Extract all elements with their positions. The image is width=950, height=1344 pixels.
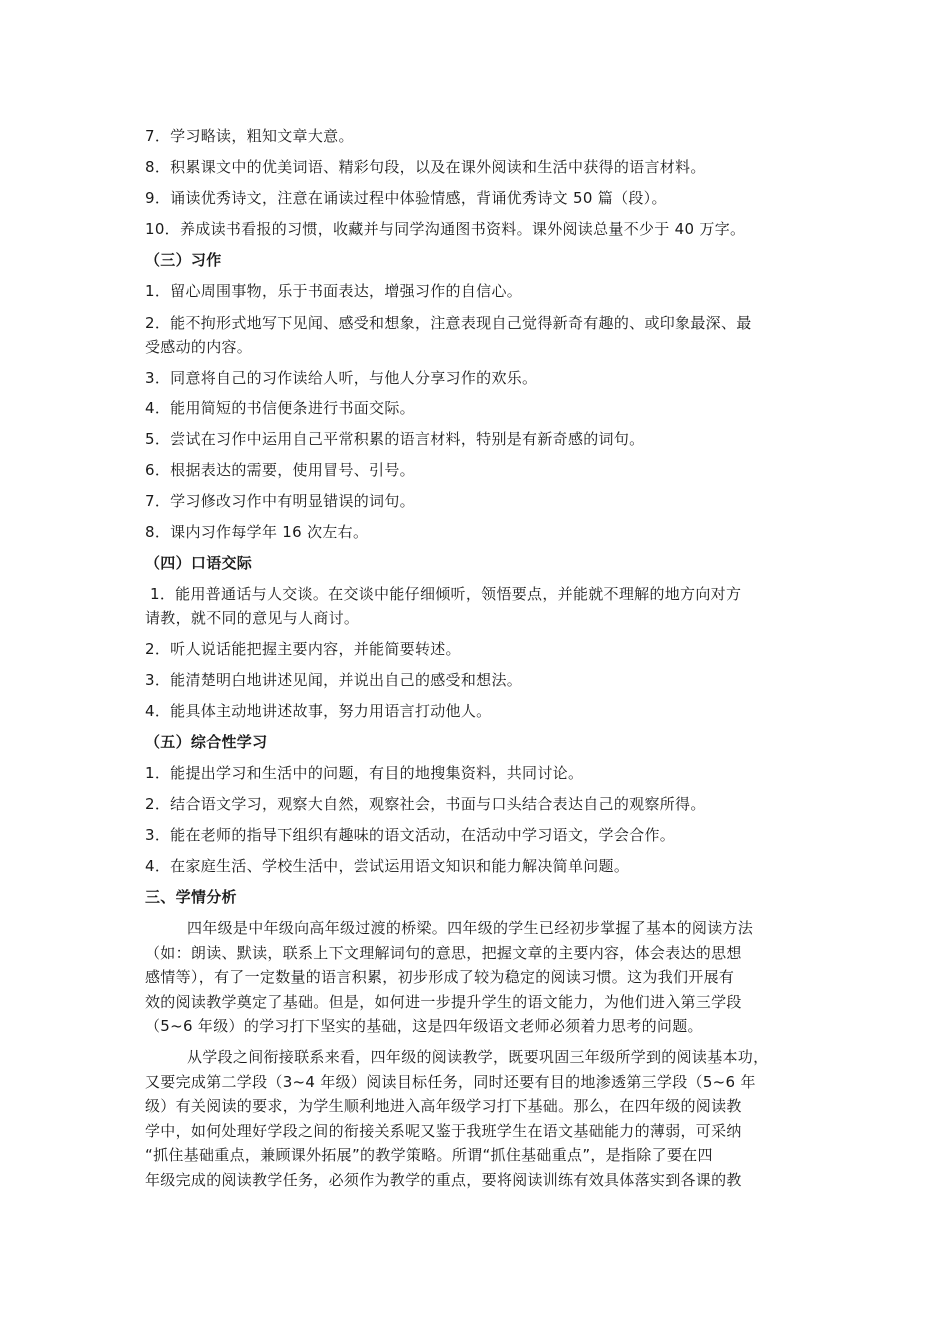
oral-item-2: 2．听人说话能把握主要内容，并能简要转述。 [145, 640, 461, 658]
oral-item-1-cont: 请教，就不同的意见与人商讨。 [145, 609, 360, 627]
section-heading-comprehensive: （五）综合性学习 [145, 733, 268, 751]
oral-item-4: 4．能具体主动地讲述故事，努力用语言打动他人。 [145, 702, 492, 720]
writing-item-8: 8．课内习作每学年 16 次左右。 [145, 523, 369, 541]
writing-item-2-cont: 受感动的内容。 [145, 338, 253, 356]
comprehensive-item-4: 4．在家庭生活、学校生活中，尝试运用语文知识和能力解决简单问题。 [145, 857, 630, 875]
analysis-para-1-line-2: （如：朗读、默读，联系上下文理解词句的意思，把握文章的主要内容，体会表达的思想 [145, 944, 742, 962]
analysis-para-2-line-5: “抓住基础重点，兼顾课外拓展”的教学策略。所谓“抓住基础重点”，是指除了要在四 [145, 1146, 713, 1164]
analysis-para-1-line-4: 效的阅读教学奠定了基础。但是，如何进一步提升学生的语文能力，为他们进入第三学段 [145, 993, 742, 1011]
section-heading-analysis: 三、学情分析 [145, 888, 237, 906]
analysis-para-2-line-1: 从学段之间衔接联系来看，四年级的阅读教学，既要巩固三年级所学到的阅读基本功， [187, 1048, 769, 1066]
reading-item-7: 7．学习略读，粗知文章大意。 [145, 127, 354, 145]
analysis-para-1-line-1: 四年级是中年级向高年级过渡的桥梁。四年级的学生已经初步掌握了基本的阅读方法 [187, 919, 754, 937]
analysis-para-2-line-3: 级）有关阅读的要求，为学生顺利地进入高年级学习打下基础。那么，在四年级的阅读教 [145, 1097, 742, 1115]
writing-item-6: 6．根据表达的需要，使用冒号、引号。 [145, 461, 415, 479]
comprehensive-item-3: 3．能在老师的指导下组织有趣味的语文活动，在活动中学习语文，学会合作。 [145, 826, 676, 844]
comprehensive-item-2: 2．结合语文学习，观察大自然，观察社会，书面与口头结合表达自己的观察所得。 [145, 795, 706, 813]
oral-item-1: 1．能用普通话与人交谈。在交谈中能仔细倾听，领悟要点，并能就不理解的地方向对方 [150, 585, 742, 603]
writing-item-3: 3．同意将自己的习作读给人听，与他人分享习作的欢乐。 [145, 369, 538, 387]
analysis-para-2-line-4: 学中，如何处理好学段之间的衔接关系呢又鉴于我班学生在语文基础能力的薄弱，可采纳 [145, 1122, 742, 1140]
writing-item-5: 5．尝试在习作中运用自己平常积累的语言材料，特别是有新奇感的词句。 [145, 430, 645, 448]
writing-item-7: 7．学习修改习作中有明显错误的词句。 [145, 492, 415, 510]
oral-item-3: 3．能清楚明白地讲述见闻，并说出自己的感受和想法。 [145, 671, 523, 689]
comprehensive-item-1: 1．能提出学习和生活中的问题，有目的地搜集资料，共同讨论。 [145, 764, 584, 782]
section-heading-writing: （三）习作 [145, 251, 222, 269]
reading-item-9: 9．诵读优秀诗文，注意在诵读过程中体验情感，背诵优秀诗文 50 篇（段）。 [145, 189, 667, 207]
reading-item-10: 10．养成读书看报的习惯，收藏并与同学沟通图书资料。课外阅读总量不少于 40 万字。 [145, 220, 746, 238]
writing-item-2: 2．能不拘形式地写下见闻、感受和想象，注意表现自己觉得新奇有趣的、或印象最深、最 [145, 314, 752, 332]
analysis-para-1-line-3: 感情等），有了一定数量的语言积累，初步形成了较为稳定的阅读习惯。这为我们开展有 [145, 968, 735, 986]
analysis-para-1-line-5: （5~6 年级）的学习打下坚实的基础，这是四年级语文老师必须着力思考的问题。 [145, 1017, 703, 1035]
reading-item-8: 8．积累课文中的优美词语、精彩句段，以及在课外阅读和生活中获得的语言材料。 [145, 158, 706, 176]
writing-item-1: 1．留心周围事物，乐于书面表达，增强习作的自信心。 [145, 282, 523, 300]
analysis-para-2-line-2: 又要完成第二学段（3~4 年级）阅读目标任务，同时还要有目的地渗透第三学段（5~6 年 [145, 1073, 756, 1091]
section-heading-oral: （四）口语交际 [145, 554, 253, 572]
analysis-para-2-line-6: 年级完成的阅读教学任务，必须作为教学的重点，要将阅读训练有效具体落实到各课的教 [145, 1171, 742, 1189]
writing-item-4: 4．能用简短的书信便条进行书面交际。 [145, 399, 415, 417]
